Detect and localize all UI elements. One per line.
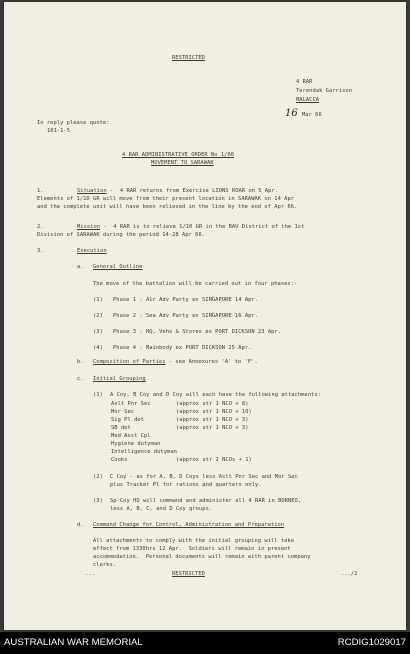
para3-heading: Execution [77, 248, 107, 254]
para1-heading: Situation [77, 188, 107, 194]
sub-d-heading: Command Change for Control, Administration and Preparation [93, 522, 285, 528]
c1-num: (1) [93, 392, 103, 398]
c3-line2: less A, B, C, and D Coy groups. [110, 506, 213, 512]
phase-4-text: Phase 4 : Mainbody ex PORT DICKSON 25 Apr. [113, 345, 252, 351]
footer-dots: ... [85, 571, 95, 577]
sub-d-label: d. [77, 522, 84, 528]
classification-top: RESTRICTED [172, 55, 205, 61]
para2-line1: - 4 RAR is to relieve 1/10 GR in the BAU District of the 1st [100, 224, 305, 230]
continuation-marker: .../2 [341, 571, 358, 577]
c3-num: (3) [93, 498, 103, 504]
attachment-name: Hygiene dutyman [111, 441, 161, 447]
sub-b-heading: Composition of Parties [93, 359, 166, 365]
attachment-name: Intelligence dutyman [111, 449, 177, 455]
unit-name: 4 RAR [296, 79, 313, 85]
attachment-detail: (approx str 1 NCO + 3) [176, 425, 249, 431]
reply-label: In reply please quote: [37, 120, 110, 126]
attachment-detail: (approx str 2 NCOs + 1) [176, 457, 252, 463]
sub-d-line: effect from 1330hrs 12 Apr. Soldiers will remain in present [93, 546, 291, 552]
para1-number: 1. [37, 188, 44, 194]
attachment-detail: (approx str 1 NCO + 10) [176, 409, 252, 415]
sub-a-text: The move of the battalion will be carried out in four phases:- [93, 281, 298, 287]
para3-number: 3. [37, 248, 44, 254]
order-title: 4 RAR ADMINISTRATIVE ORDER No 1/66 [122, 152, 235, 158]
sub-c-heading: Initial Grouping [93, 376, 146, 382]
c1-text: A Coy, B Coy and D Coy will each have the following attachments: [110, 392, 321, 398]
sub-c-label: c. [77, 376, 84, 382]
watermark-left: AUSTRALIAN WAR MEMORIAL [4, 637, 143, 648]
para1-line1: - 4 RAR returns from Exercise LIONS ROAR on 5 Apr. [106, 188, 279, 194]
attachment-name: Aslt Pnr Sec [111, 401, 151, 407]
sub-d-line: All attachments to comply with the initial grouping will take [93, 538, 295, 544]
date-month-year: Mar 66 [302, 112, 322, 118]
sub-b-text: - see Annexures 'A' to 'F'. [165, 359, 258, 365]
document-page [4, 2, 406, 630]
attachment-name: Cooks [111, 457, 128, 463]
watermark-bar [0, 632, 410, 654]
watermark-right: RCDIG1029017 [337, 637, 406, 648]
sub-d-line: clerks. [93, 562, 117, 568]
attachment-name: SB det [111, 425, 131, 431]
reference-number: 101-1-5 [47, 128, 71, 134]
sub-a-heading: General Outline [93, 264, 143, 270]
phase-3-num: (3) [93, 329, 103, 335]
sub-a-label: a. [77, 264, 84, 270]
c2-line1: C Coy - as for A, B, D Coys less Aslt Pnr Sec and Mor Sec [110, 474, 298, 480]
phase-1-num: (1) [93, 297, 103, 303]
para2-line2: Division of SARAWAK during the period 14-28 Apr 66. [37, 232, 206, 238]
location: Terendak Garrison [296, 88, 353, 94]
order-subtitle: MOVEMENT TO SARAWAK [151, 160, 214, 166]
phase-3-text: Phase 3 : HQ, Vehs & Stores ex PORT DICKSON 23 Apr. [113, 329, 282, 335]
c2-num: (2) [93, 474, 103, 480]
phase-2-text: Phase 2 : Sea Adv Party ex SINGAPORE 16 Apr. [113, 313, 258, 319]
c2-line2: plus Tracker Pl for rations and quarters only. [110, 482, 262, 488]
para1-line2: Elements of 1/10 GR will move from their present location in SARAWAK on 14 Apr [37, 196, 295, 202]
phase-2-num: (2) [93, 313, 103, 319]
classification-bottom: RESTRICTED [172, 571, 205, 577]
phase-1-text: Phase 1 : Air Adv Party ex SINGAPORE 14 Apr. [113, 297, 258, 303]
para1-line3: and the complete unit will have been relieved in the line by the end of Apr 66. [37, 204, 298, 210]
attachment-name: Sig Pl det [111, 417, 144, 423]
sub-d-line: accommodation. Personal documents will remain with parent company [93, 554, 311, 560]
para2-heading: Mission [77, 224, 101, 230]
attachment-detail: (approx str 1 NCO + 3) [176, 417, 249, 423]
phase-4-num: (4) [93, 345, 103, 351]
attachment-name: Med Asst Cpl [111, 433, 151, 439]
attachment-name: Mor Sec [111, 409, 135, 415]
region: MALACCA [296, 97, 320, 103]
para2-number: 2. [37, 224, 44, 230]
sub-b-label: b. [77, 359, 84, 365]
attachment-detail: (approx str 1 NCO + 8) [176, 401, 249, 407]
c3-line1: Sp Coy HQ will command and administer all 4 RAR in BORNEO, [110, 498, 302, 504]
handwritten-date-day: 16 [285, 108, 298, 119]
